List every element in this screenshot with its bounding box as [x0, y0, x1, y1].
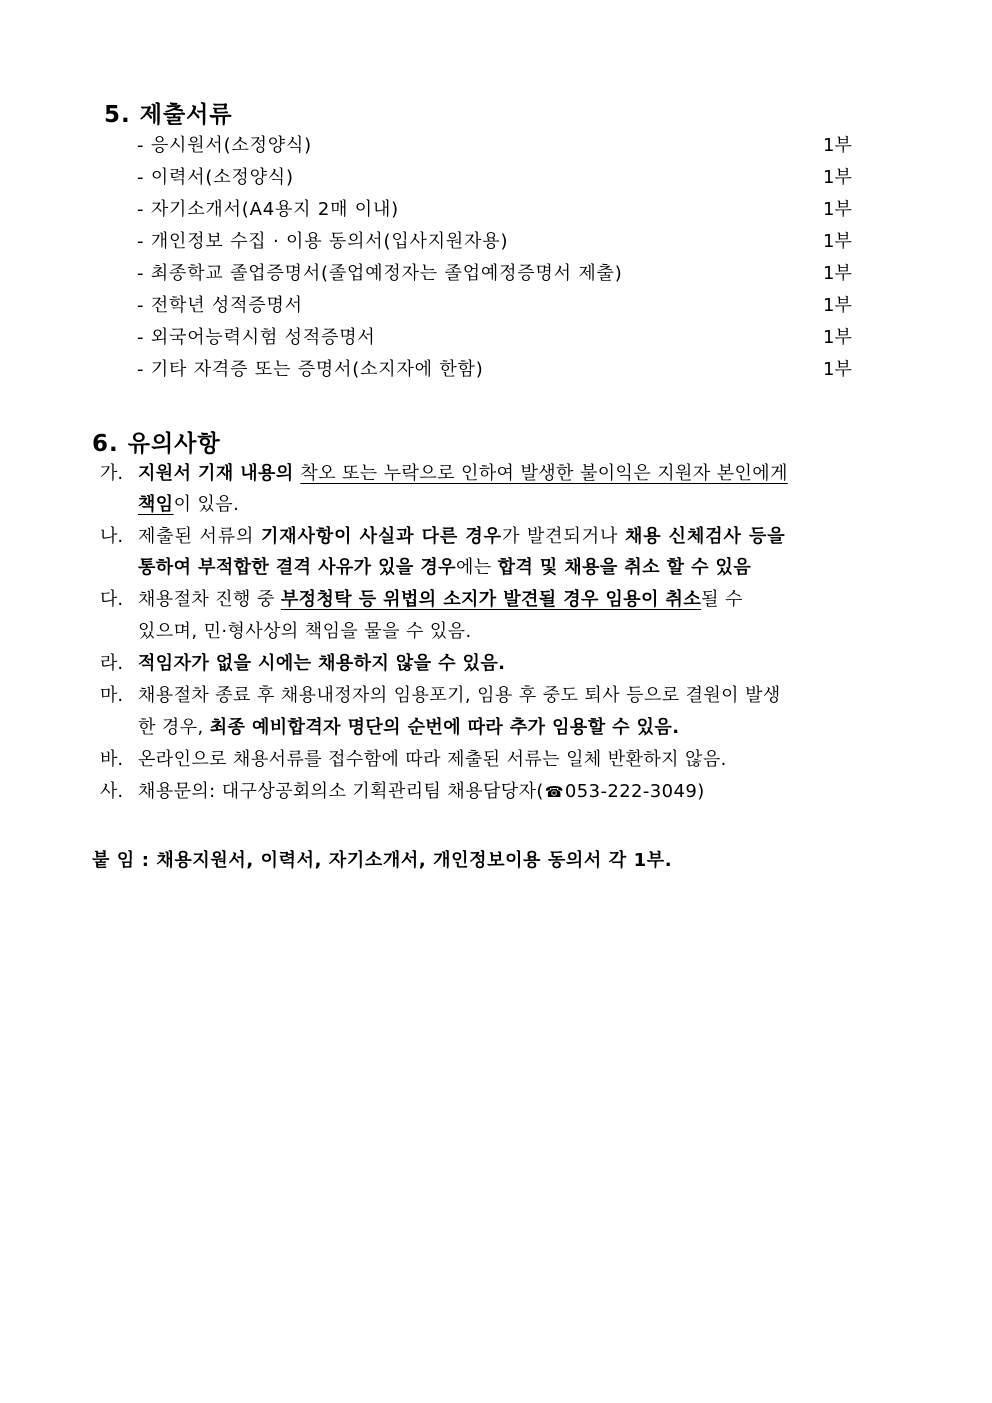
- document-count: 1부: [823, 359, 852, 380]
- note-ma-line-1: 채용절차 종료 후 채용내정자의 임용포기, 임용 후 중도 퇴사 등으로 결원이 발생: [138, 685, 781, 706]
- document-name: - 개인정보 수집 · 이용 동의서(입사지원자용): [137, 231, 509, 252]
- note-text: 한 경우,: [138, 717, 210, 738]
- phone-icon: ☎: [544, 783, 564, 801]
- document-count: 1부: [823, 231, 852, 252]
- document-count: 1부: [823, 263, 852, 284]
- note-marker: 마.: [100, 685, 124, 706]
- note-marker: 나.: [100, 526, 124, 547]
- document-count: 1부: [823, 295, 852, 316]
- document-name: - 자기소개서(A4용지 2매 이내): [137, 199, 400, 220]
- list-item: [137, 324, 857, 352]
- list-item: [137, 164, 857, 192]
- note-text-underlined: 부정청탁 등 위법의 소지가 발견될 경우 임용이 취소: [280, 589, 702, 610]
- list-item: [137, 260, 857, 288]
- note-text: 이 있음.: [173, 494, 240, 515]
- note-na-line-2: [138, 553, 751, 583]
- note-text-underlined: 착오 또는 누락으로 인하여 발생한 불이익은 지원자 본인에게: [300, 463, 788, 484]
- note-marker: 다.: [100, 589, 124, 610]
- list-item: [137, 292, 857, 320]
- attachment-note: 붙 임 : 채용지원서, 이력서, 자기소개서, 개인정보이용 동의서 각 1부.: [92, 850, 673, 871]
- note-text: 가 발견되거나: [501, 526, 625, 547]
- document-name: - 기타 자격증 또는 증명서(소지자에 한함): [137, 359, 484, 380]
- note-da-line-2: 있으며, 민·형사상의 책임을 물을 수 있음.: [138, 621, 472, 642]
- note-ga-line-2: [138, 490, 239, 520]
- section-6-title: 6. 유의사항: [92, 431, 221, 457]
- note-text: 제출된 서류의: [138, 526, 261, 547]
- list-item: [137, 228, 857, 256]
- note-na-line-1: [138, 522, 786, 552]
- note-text: 될 수: [701, 589, 743, 610]
- list-item: [137, 196, 857, 224]
- document-count: 1부: [823, 327, 852, 348]
- document-name: - 이력서(소정양식): [137, 167, 294, 188]
- note-marker: 바.: [100, 749, 124, 770]
- section-5-title: 5. 제출서류: [104, 102, 233, 128]
- note-text-bold: 채용 신체검사 등을: [624, 526, 786, 547]
- note-da-line-1: [138, 585, 743, 615]
- note-ga-line-1: [138, 459, 788, 489]
- phone-number: 053-222-3049): [564, 781, 705, 802]
- list-item: [137, 356, 857, 384]
- document-name: - 전학년 성적증명서: [137, 295, 303, 316]
- document-count: 1부: [823, 199, 852, 220]
- note-text: 에는: [455, 557, 498, 578]
- document-count: 1부: [823, 167, 852, 188]
- note-text: 채용절차 진행 중: [138, 589, 281, 610]
- note-text-bold: 합격 및 채용을 취소 할 수 있음: [497, 557, 752, 578]
- note-text-bold: 기재사항이 사실과 다른 경우: [260, 526, 502, 547]
- list-item: [137, 132, 857, 160]
- document-name: - 외국어능력시험 성적증명서: [137, 327, 376, 348]
- note-text: 채용문의: 대구상공회의소 기획관리팀 채용담당자(: [138, 781, 544, 802]
- note-text-underlined: 책임: [138, 494, 174, 515]
- note-text: 지원서 기재 내용의: [138, 463, 301, 484]
- note-marker: 라.: [100, 653, 124, 674]
- note-sa-line-1: [138, 777, 705, 807]
- document-count: 1부: [823, 135, 852, 156]
- note-marker: 가.: [100, 463, 124, 484]
- document-name: - 최종학교 졸업증명서(졸업예정자는 졸업예정증명서 제출): [137, 263, 623, 284]
- note-marker: 사.: [100, 781, 124, 802]
- note-ra-line-1: 적임자가 없을 시에는 채용하지 않을 수 있음.: [138, 653, 506, 674]
- document-name: - 응시원서(소정양식): [137, 135, 312, 156]
- note-ba-line-1: 온라인으로 채용서류를 접수함에 따라 제출된 서류는 일체 반환하지 않음.: [138, 749, 727, 770]
- note-text-bold: 최종 예비합격자 명단의 순번에 따라 추가 임용할 수 있음.: [209, 717, 680, 738]
- note-ma-line-2: [138, 713, 679, 743]
- note-text-bold: 통하여 부적합한 결격 사유가 있을 경우: [138, 557, 456, 578]
